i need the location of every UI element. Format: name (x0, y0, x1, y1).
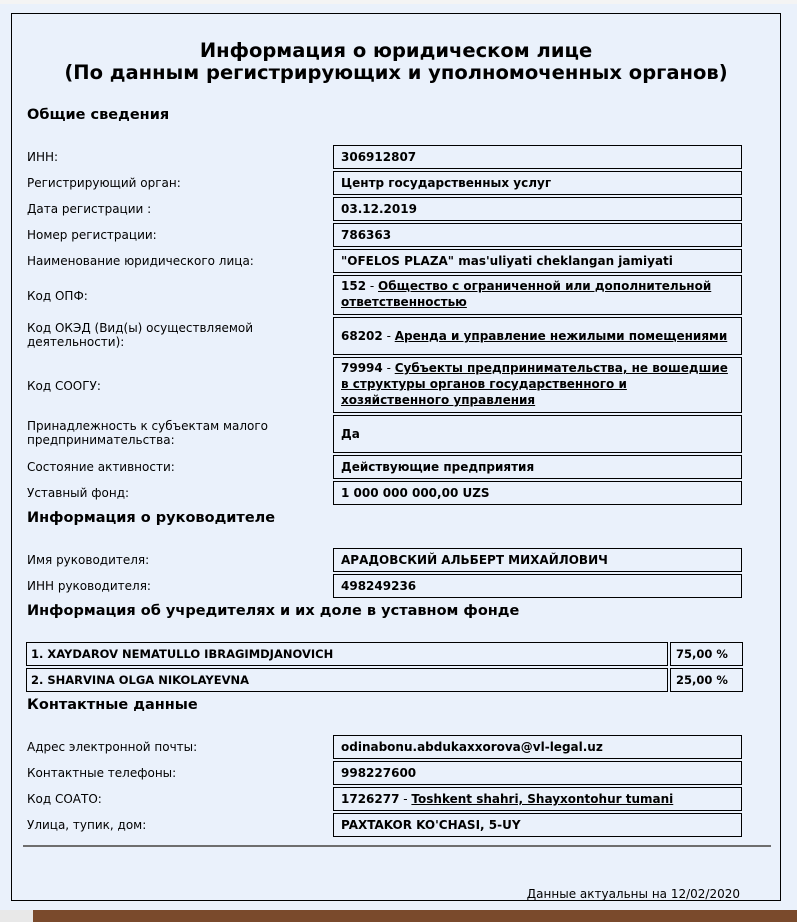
director-name-label: Имя руководителя: (27, 553, 150, 567)
reg-number-label: Номер регистрации: (27, 228, 157, 242)
soogu-value (333, 357, 742, 413)
reg-body-label: Регистрирующий орган: (27, 176, 181, 190)
founder-name: 2. SHARVINA OLGA NIKOLAYEVNA (26, 668, 668, 692)
oked-link[interactable]: Аренда и управление нежилыми помещениями (394, 329, 728, 343)
entity-name-label: Наименование юридического лица: (27, 254, 254, 268)
bottom-strip-dark (33, 910, 797, 922)
director-inn-value: 498249236 (333, 574, 742, 598)
soato-sep: - (399, 792, 412, 806)
reg-date-value: 03.12.2019 (333, 197, 742, 221)
soato-value (333, 787, 742, 811)
bottom-strip (0, 907, 797, 922)
reg-body-value: Центр государственных услуг (333, 171, 742, 195)
email-value[interactable]: odinabonu.abdukaxxorova@vl-legal.uz (333, 735, 742, 759)
founder-share: 25,00 % (670, 668, 743, 692)
data-actual-date: Данные актуальны на 12/02/2020 (526, 887, 740, 901)
legal-entity-panel (11, 13, 781, 901)
opf-value (333, 275, 742, 315)
soato-link[interactable]: Toshkent shahri, Shayxontohur tumani (411, 792, 674, 806)
inn-value: 306912807 (333, 145, 742, 169)
oked-label: Код ОКЭД (Вид(ы) осуществляемой деятельности): (27, 321, 254, 349)
street-value: PAXTAKOR KO'CHASI, 5-UY (333, 813, 742, 837)
phone-value: 998227600 (333, 761, 742, 785)
section-director-heading: Информация о руководителе (27, 510, 276, 526)
title-line-1: Информация о юридическом лице (199, 39, 593, 62)
phone-label: Контактные телефоны: (27, 766, 177, 780)
reg-number-value: 786363 (333, 223, 742, 247)
director-name-value: АРАДОВСКИЙ АЛЬБЕРТ МИХАЙЛОВИЧ (333, 548, 742, 572)
capital-value: 1 000 000 000,00 UZS (333, 481, 742, 505)
small-business-value: Да (333, 415, 742, 453)
street-label: Улица, тупик, дом: (27, 818, 147, 832)
section-founders-heading: Информация об учредителях и их доле в уставном фонде (27, 603, 520, 619)
soogu-label: Код СООГУ: (27, 379, 101, 393)
entity-name-value: "OFELOS PLAZA" mas'uliyati cheklangan jamiyati (333, 249, 742, 273)
reg-date-label: Дата регистрации : (27, 202, 152, 216)
small-business-label: Принадлежность к субъектам малого предпринимательства: (27, 419, 269, 447)
director-inn-label: ИНН руководителя: (27, 579, 151, 593)
founder-name: 1. XAYDAROV NEMATULLO IBRAGIMDJANOVICH (26, 642, 668, 666)
title-line-2: (По данным регистрирующих и уполномоченных органов) (64, 61, 728, 84)
bottom-strip-pale (0, 910, 33, 922)
soato-label: Код СОАТО: (27, 792, 102, 806)
opf-link[interactable]: Общество с ограниченной или дополнительной ответственностью (341, 279, 712, 309)
inn-label: ИНН: (27, 150, 59, 164)
soato-code: 1726277 (341, 792, 400, 806)
soogu-sep: - (382, 361, 395, 375)
activity-label: Состояние активности: (27, 460, 175, 474)
divider (23, 845, 771, 847)
soogu-link[interactable]: Субъекты предпринимательства, не вошедшие в структуры органов государственного и хозяйственного управления (341, 361, 728, 407)
section-contacts-heading: Контактные данные (27, 697, 198, 713)
soogu-code: 79994 (341, 361, 383, 375)
oked-value (333, 317, 742, 355)
oked-sep: - (382, 329, 395, 343)
section-general-heading: Общие сведения (27, 107, 170, 123)
top-strip (0, 0, 797, 4)
opf-label: Код ОПФ: (27, 289, 88, 303)
page-title (12, 40, 780, 84)
founder-share: 75,00 % (670, 642, 743, 666)
opf-sep: - (366, 279, 379, 293)
email-label: Адрес электронной почты: (27, 740, 198, 754)
opf-code: 152 (341, 279, 367, 293)
oked-code: 68202 (341, 329, 383, 343)
capital-label: Уставный фонд: (27, 486, 130, 500)
activity-value: Действующие предприятия (333, 455, 742, 479)
